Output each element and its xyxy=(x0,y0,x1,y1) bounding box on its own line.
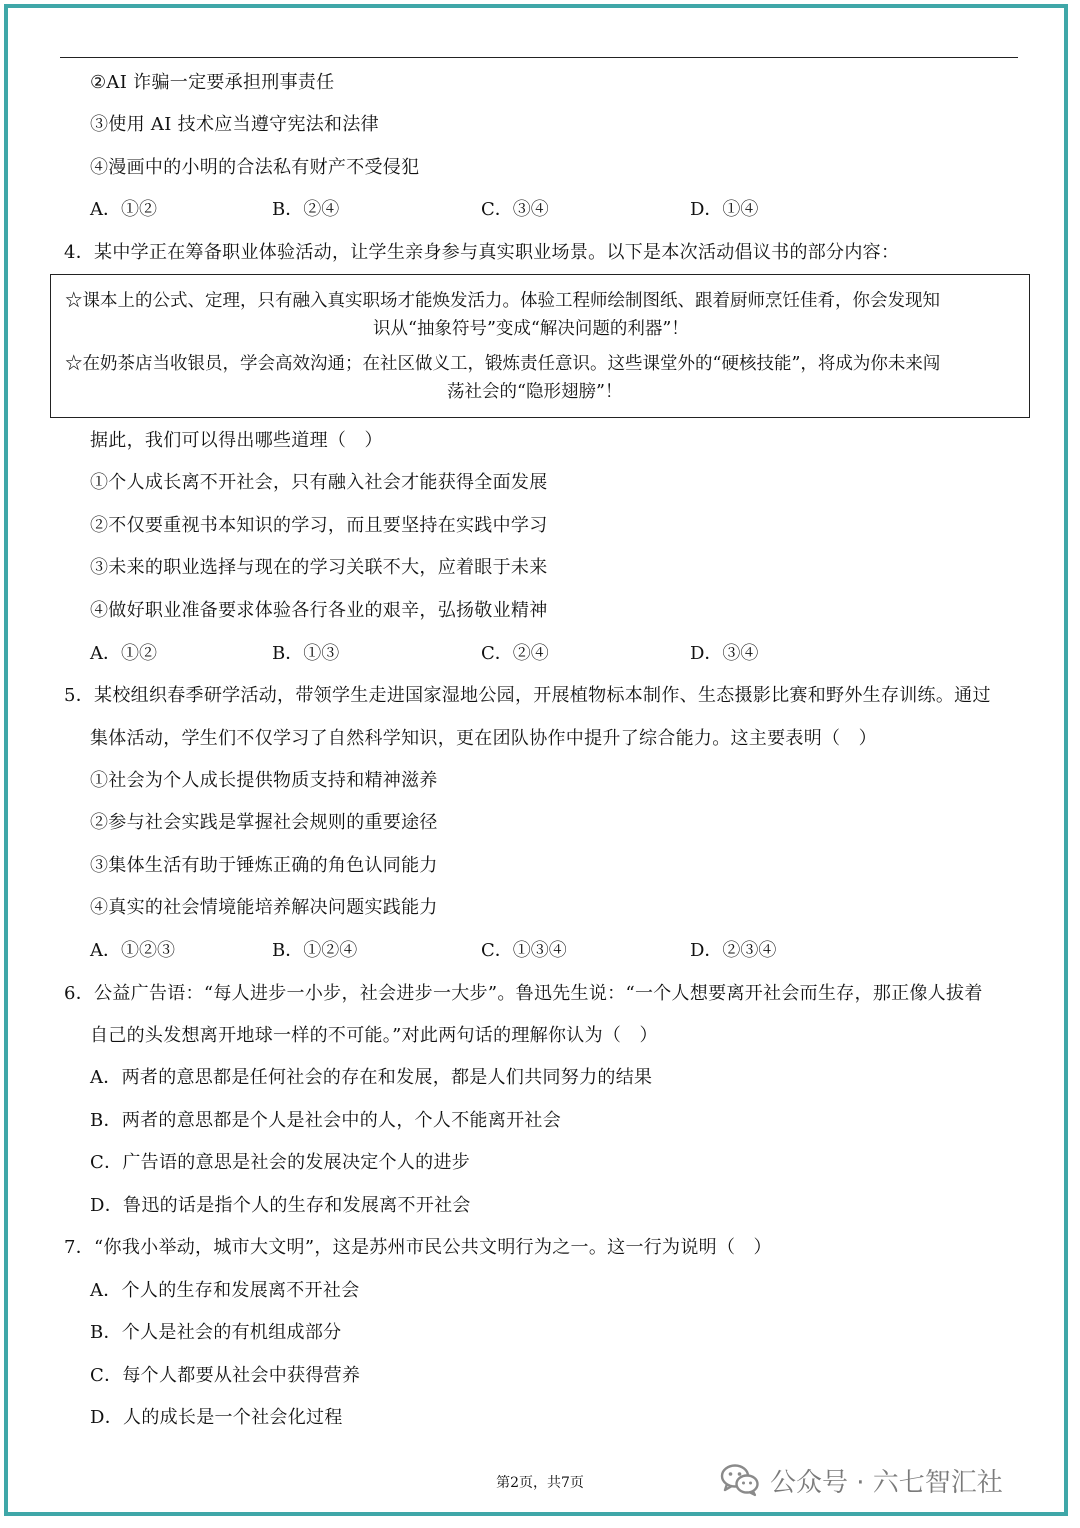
q4-proposal-box xyxy=(50,274,1030,418)
q4-item-4: ④做好职业准备要求体验各行各业的艰辛，弘扬敬业精神 xyxy=(90,600,548,621)
q3-option-d[interactable]: D．①④ xyxy=(690,199,759,220)
wechat-icon xyxy=(720,1463,760,1497)
q4-stem: 4．某中学正在筹备职业体验活动，让学生亲身参与真实职业场景。以下是本次活动倡议书的部分内容： xyxy=(64,242,900,263)
q7-stem: 7．“你我小举动，城市大文明”，这是苏州市民公共文明行为之一。这一行为说明（ ） xyxy=(64,1237,772,1258)
q6-option-d[interactable]: D．鲁迅的话是指个人的生存和发展离不开社会 xyxy=(90,1195,471,1216)
watermark-text: 公众号 · 六七智汇社 xyxy=(770,1467,1003,1498)
q5-option-c[interactable]: C．①③④ xyxy=(481,940,567,961)
q4-item-1: ①个人成长离不开社会，只有融入社会才能获得全面发展 xyxy=(90,472,548,493)
q5-stem-line-2: 集体活动，学生们不仅学习了自然科学知识，更在团队协作中提升了综合能力。这主要表明（ ） xyxy=(90,728,877,749)
page-number: 第2页，共7页 xyxy=(496,1475,584,1491)
q4-option-c[interactable]: C．②④ xyxy=(481,643,549,664)
q7-option-d[interactable]: D．人的成长是一个社会化过程 xyxy=(90,1407,343,1428)
q6-stem-line-1: 6．公益广告语：“每人进步一小步，社会进步一大步”。鲁迅先生说：“一个人想要离开社会而生存，那正像人拔着 xyxy=(64,983,983,1004)
q4-question: 据此，我们可以得出哪些道理（ ） xyxy=(90,430,383,451)
q4-option-a[interactable]: A．①② xyxy=(90,643,157,664)
q6-option-c[interactable]: C．广告语的意思是社会的发展决定个人的进步 xyxy=(90,1152,471,1173)
q3-item-3: ③使用 AI 技术应当遵守宪法和法律 xyxy=(90,114,379,135)
q6-option-a[interactable]: A．两者的意思都是任何社会的存在和发展，都是人们共同努力的结果 xyxy=(90,1067,653,1088)
q5-item-1: ①社会为个人成长提供物质支持和精神滋养 xyxy=(90,770,438,791)
q5-option-b[interactable]: B．①②④ xyxy=(272,940,358,961)
q6-stem-line-2: 自己的头发想离开地球一样的不可能。”对此两句话的理解你认为（ ） xyxy=(90,1025,658,1046)
q4-item-3: ③未来的职业选择与现在的学习关联不大，应着眼于未来 xyxy=(90,557,548,578)
q7-option-a[interactable]: A．个人的生存和发展离不开社会 xyxy=(90,1280,360,1301)
q3-option-a[interactable]: A．①② xyxy=(90,199,157,220)
q5-item-3: ③集体生活有助于锤炼正确的角色认同能力 xyxy=(90,855,438,876)
q4-box-line-3: ☆在奶茶店当收银员，学会高效沟通；在社区做义工，锻炼责任意识。这些课堂外的“硬核技能”，将成为你未来闯 xyxy=(65,354,941,374)
q5-stem-line-1: 5．某校组织春季研学活动，带领学生走进国家湿地公园，开展植物标本制作、生态摄影比赛和野外生存训练。通过 xyxy=(64,685,991,706)
watermark xyxy=(720,1460,1003,1500)
q3-option-c[interactable]: C．③④ xyxy=(481,199,549,220)
q7-option-c[interactable]: C．每个人都要从社会中获得营养 xyxy=(90,1365,361,1386)
q3-option-b[interactable]: B．②④ xyxy=(272,199,340,220)
q3-item-4: ④漫画中的小明的合法私有财产不受侵犯 xyxy=(90,157,420,178)
q5-option-d[interactable]: D．②③④ xyxy=(690,940,777,961)
q5-item-2: ②参与社会实践是掌握社会规则的重要途径 xyxy=(90,812,438,833)
q3-item-2: ②AI 诈骗一定要承担刑事责任 xyxy=(90,72,335,93)
q4-box-line-2: 识从“抽象符号”变成“解决问题的利器”！ xyxy=(373,319,689,339)
q4-box-line-1: ☆课本上的公式、定理，只有融入真实职场才能焕发活力。体验工程师绘制图纸、跟着厨师烹饪佳肴，你会发现知 xyxy=(65,291,940,311)
q7-option-b[interactable]: B．个人是社会的有机组成部分 xyxy=(90,1322,342,1343)
q5-item-4: ④真实的社会情境能培养解决问题实践能力 xyxy=(90,897,438,918)
header-rule xyxy=(60,57,1018,58)
q4-box-line-4: 荡社会的“隐形翅膀”！ xyxy=(447,382,623,402)
q4-option-b[interactable]: B．①③ xyxy=(272,643,340,664)
q5-option-a[interactable]: A．①②③ xyxy=(90,940,175,961)
q4-item-2: ②不仅要重视书本知识的学习，而且要坚持在实践中学习 xyxy=(90,515,548,536)
q6-option-b[interactable]: B．两者的意思都是个人是社会中的人，个人不能离开社会 xyxy=(90,1110,562,1131)
q4-option-d[interactable]: D．③④ xyxy=(690,643,759,664)
